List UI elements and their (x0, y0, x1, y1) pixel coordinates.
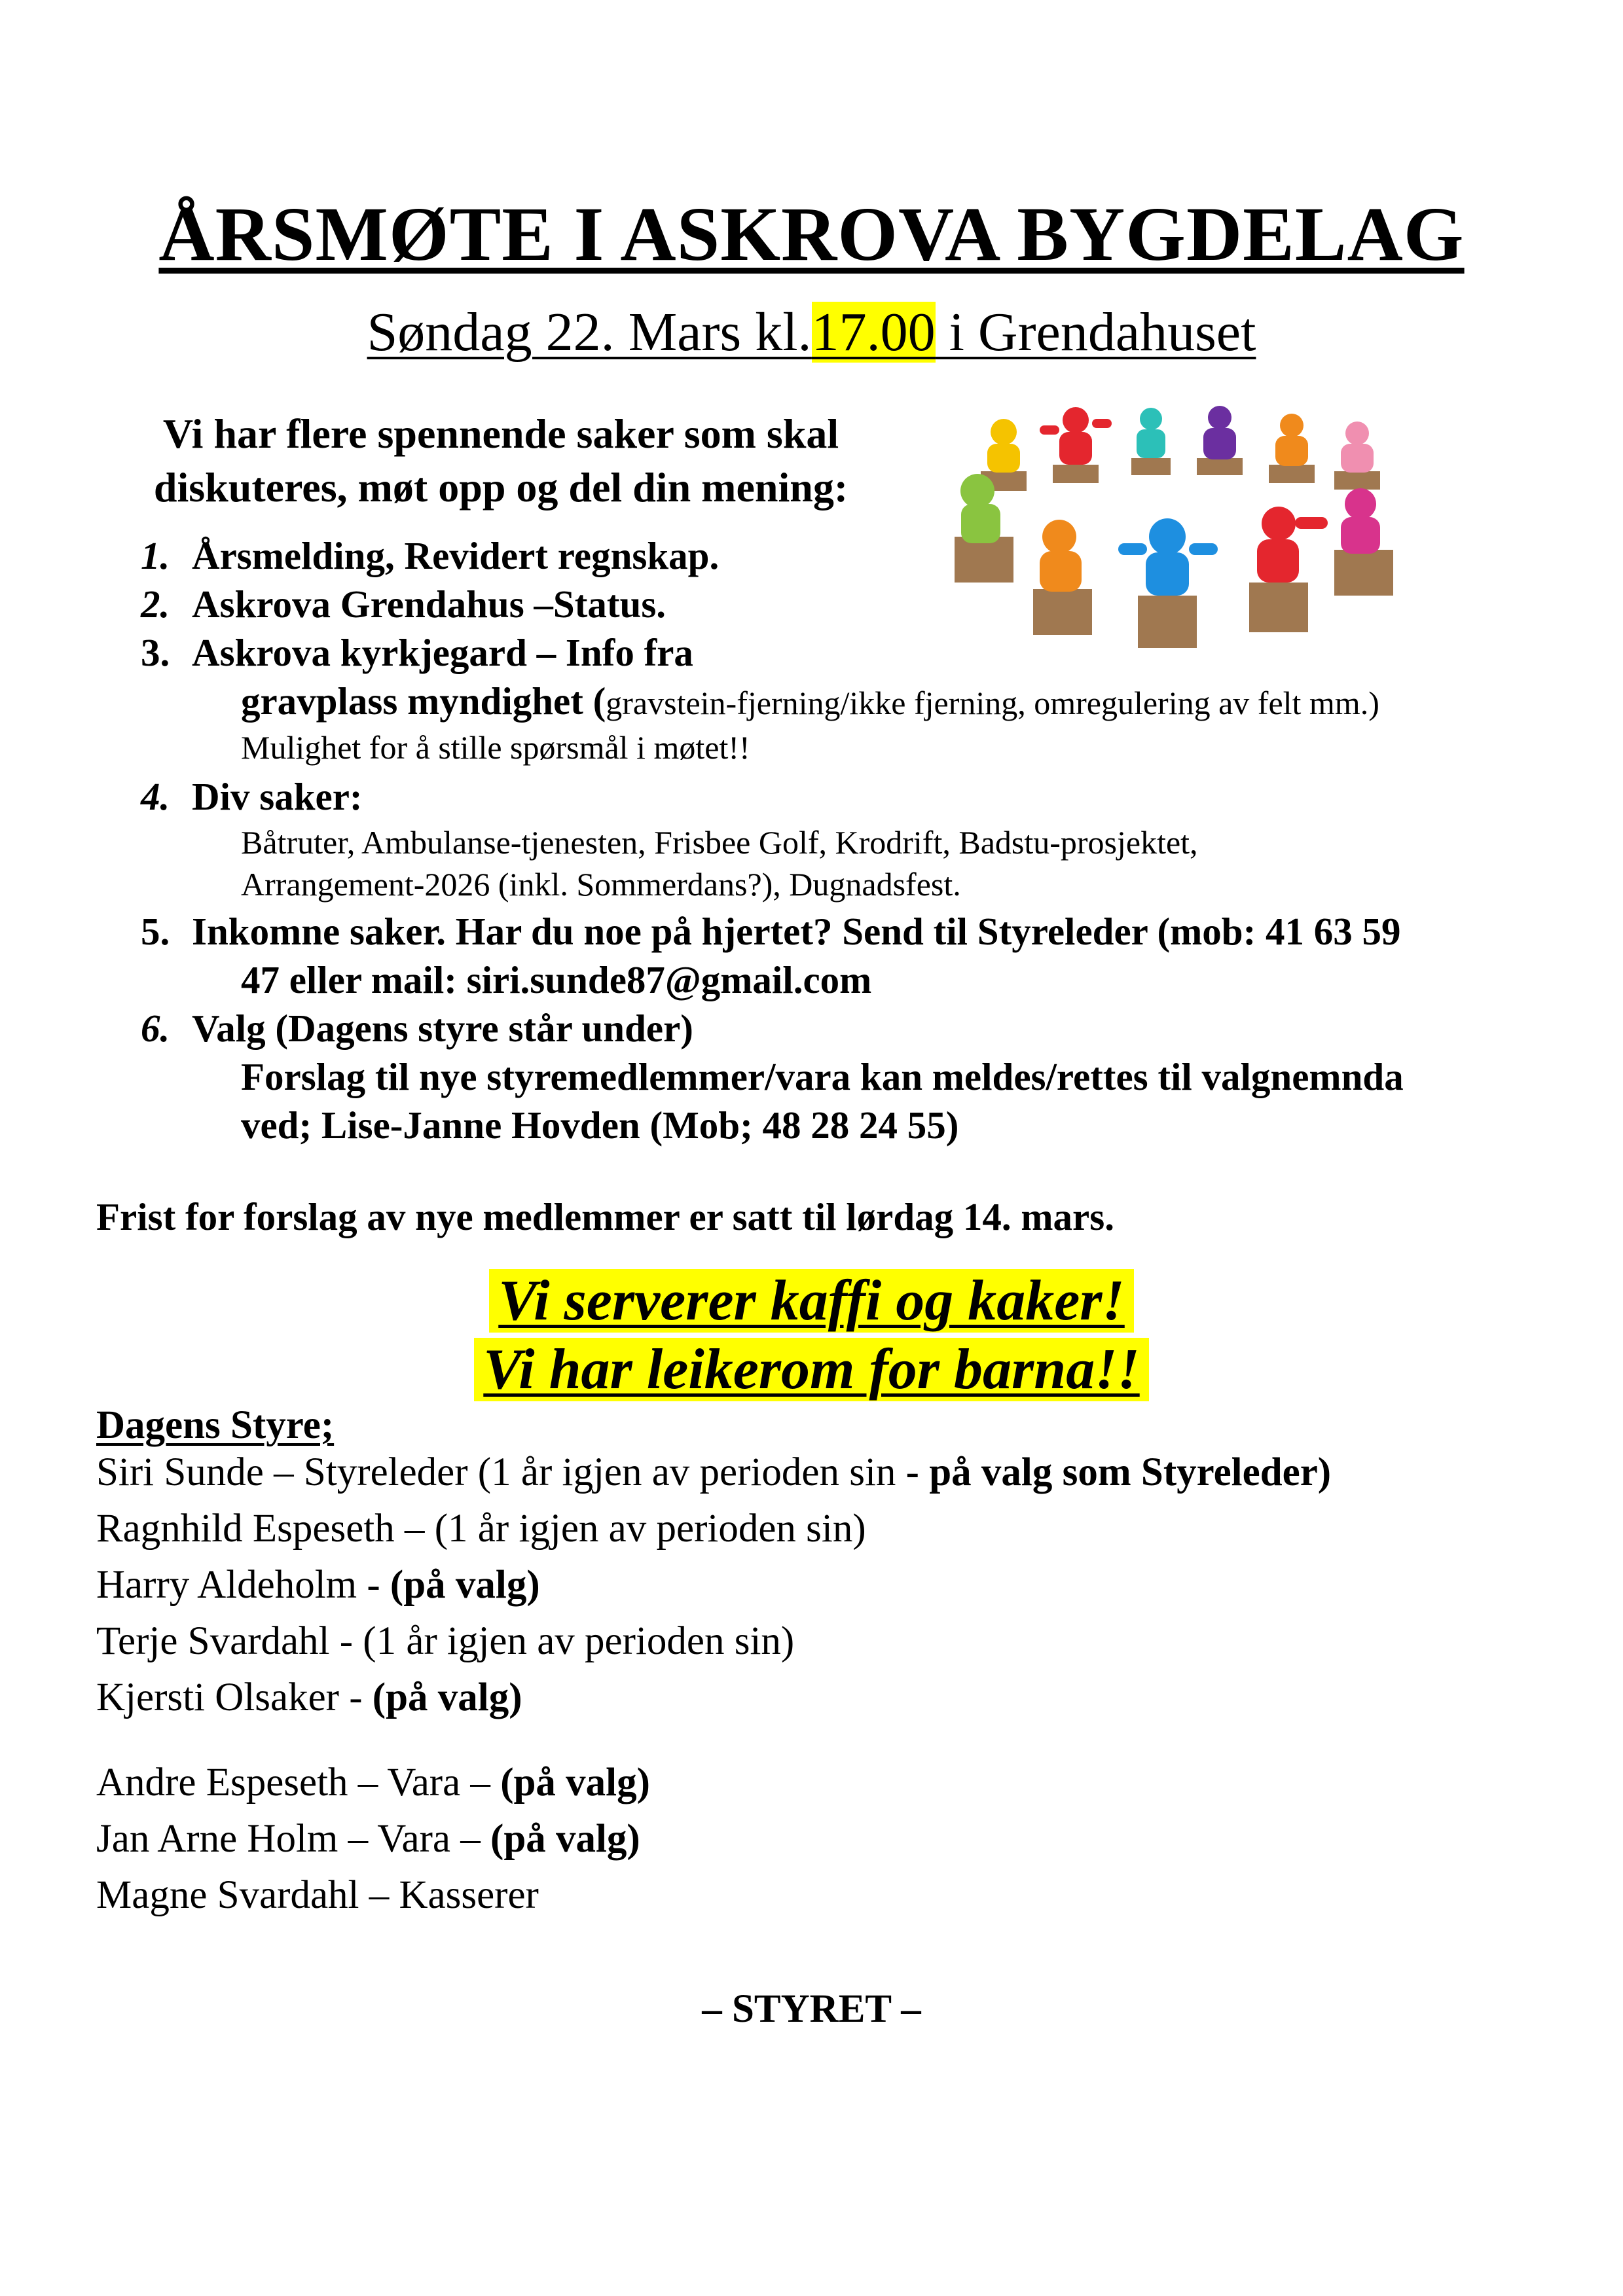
agenda-number: 3. (141, 631, 170, 674)
figure-orange-front (1033, 520, 1092, 635)
board-deputy (96, 1813, 640, 1865)
agenda-item-6 (141, 1004, 693, 1052)
agenda-text: Valg (Dagens styre står under) (192, 1007, 693, 1050)
clay-figures-circle-icon (941, 406, 1413, 655)
coffee-cakes-text: Vi serverer kaffi og kaker! (489, 1269, 1134, 1333)
board-member (96, 1559, 540, 1611)
agenda-text: Div saker: (192, 775, 363, 818)
figure-teal (1131, 408, 1171, 475)
agenda-item-3 (141, 628, 693, 677)
board-member (96, 1446, 1331, 1499)
page-title: ÅRSMØTE I ASKROVA BYGDELAG (158, 191, 1465, 277)
agenda-text: Askrova kyrkjegard – Info fra (192, 631, 693, 674)
member-name: Harry Aldeholm - (96, 1563, 390, 1607)
agenda-item-5 (141, 907, 1401, 956)
agenda-number: 4. (141, 775, 170, 818)
agenda-3-normal: gravstein-fjerning/ikke fjerning, omregulering av felt mm.) (606, 685, 1379, 721)
deputy-status: (på valg) (500, 1761, 650, 1804)
figure-blue (1118, 518, 1218, 648)
signoff: – STYRET – (702, 1987, 921, 2031)
figure-red-back (1040, 407, 1112, 483)
member-status: - på valg som Styreleder) (905, 1450, 1332, 1494)
member-status: (på valg) (372, 1676, 522, 1719)
serving-line-1 (0, 1270, 1623, 1333)
meeting-date-line (0, 301, 1623, 365)
agenda-4-line-1: Båtruter, Ambulanse-tjenesten, Frisbee Golf, Krodrift, Badstu-prosjektet, (241, 824, 1198, 861)
board-member (96, 1672, 522, 1724)
figure-orange-back (1269, 414, 1315, 483)
agenda-text: Askrova Grendahus –Status. (192, 583, 666, 626)
deputy-name: Jan Arne Holm – Vara – (96, 1817, 490, 1861)
deputy-name: Andre Espeseth – Vara – (96, 1761, 501, 1804)
figure-red-front (1249, 507, 1328, 632)
member-name: Terje Svardahl - (1 år igjen av perioden sin) (96, 1619, 795, 1663)
serving-line-2 (0, 1338, 1623, 1402)
board-member (96, 1503, 866, 1555)
agenda-number: 5. (141, 910, 170, 953)
board-deputy (96, 1869, 539, 1922)
agenda-6-line-2: ved; Lise-Janne Hovden (Mob; 48 28 24 55) (241, 1103, 959, 1147)
location-text: i Grendahuset (935, 302, 1256, 363)
intro-line-1: Vi har flere spennende saker som skal (162, 410, 839, 457)
agenda-number: 2. (141, 583, 170, 626)
date-text: Søndag 22. Mars kl. (367, 302, 812, 363)
agenda-3-detail (241, 677, 1379, 727)
deputy-status: (på valg) (490, 1817, 640, 1861)
deadline-text: Frist for forslag av nye medlemmer er satt til lørdag 14. mars. (96, 1195, 1114, 1238)
deputy-name: Magne Svardahl – Kasserer (96, 1873, 539, 1917)
member-name: Kjersti Olsaker - (96, 1676, 373, 1719)
agenda-number: 6. (141, 1007, 170, 1050)
intro-line-2: diskuteres, møt opp og del din mening: (153, 464, 848, 511)
agenda-5-line-2: 47 eller mail: siri.sunde87@gmail.com (241, 958, 872, 1001)
agenda-4-line-2: Arrangement-2026 (inkl. Sommerdans?), Dugnadsfest. (241, 866, 961, 903)
intro-text (92, 407, 910, 514)
agenda-number: 1. (141, 534, 170, 577)
agenda-3-bold: gravplass myndighet ( (241, 679, 606, 723)
figure-purple (1197, 406, 1243, 475)
member-name: Siri Sunde – Styreleder (1 år igjen av perioden sin (96, 1450, 906, 1494)
agenda-3-line-2: Mulighet for å stille spørsmål i møtet!! (241, 729, 750, 766)
agenda-item-2 (141, 580, 666, 628)
agenda-6-line-1: Forslag til nye styremedlemmer/vara kan meldes/rettes til valgnemnda (241, 1055, 1404, 1098)
meeting-time: 17.00 (811, 302, 936, 363)
figure-pink (1334, 422, 1380, 490)
figure-magenta (1334, 488, 1393, 596)
board-heading: Dagens Styre; (96, 1403, 335, 1447)
agenda-item-1 (141, 531, 719, 580)
member-status: (på valg) (390, 1563, 540, 1607)
agenda-text: Årsmelding, Revidert regnskap. (192, 534, 720, 577)
board-deputy (96, 1757, 650, 1809)
playroom-text: Vi har leikerom for barna!! (474, 1338, 1148, 1401)
agenda-text: Inkomne saker. Har du noe på hjertet? Send til Styreleder (mob: 41 63 59 (192, 910, 1401, 953)
board-member (96, 1615, 794, 1668)
member-name: Ragnhild Espeseth – (1 år igjen av perioden sin) (96, 1507, 866, 1551)
agenda-item-4 (141, 772, 363, 821)
